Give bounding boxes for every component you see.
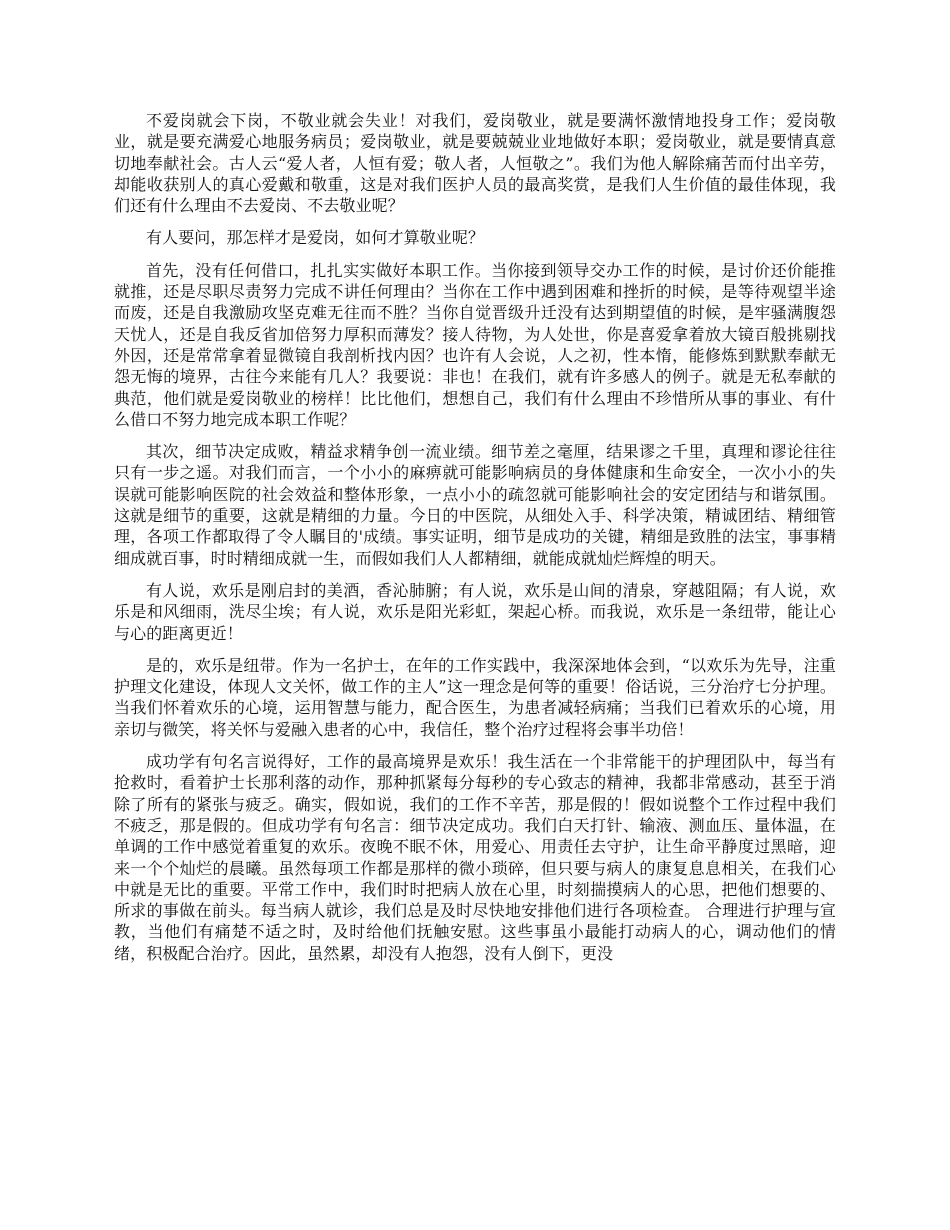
paragraph-4: 其次，细节决定成败，精益求精争创一流业绩。细节差之毫厘，结果谬之千里，真理和谬论往往只有一步之遥。对我们而言，一个小小的麻痹就可能影响病员的身体健康和生命安全，一次小小的失误就可能影响医院的社会效益和整体形象，一点小小的疏忽就可能影响社会的安定团结与和谐氛围。这就是细节的重要，这就是精细的力量。今日的中医院，从细处入手、科学决策，精诚团结、精细管理，各项工作都取得了令人瞩目的'成绩。事实证明，细节是成功的关键，精细是致胜的法宝，事事精细成就百事，时时精细成就一生，而假如我们人人都精细，就能成就灿烂辉煌的明天。: [114, 442, 836, 568]
paragraph-1: 不爱岗就会下岗，不敬业就会失业！对我们，爱岗敬业，就是要满怀激情地投身工作；爱岗敬业，就是要充满爱心地服务病员；爱岗敬业，就是要兢兢业业地做好本职；爱岗敬业，就是要情真意切地奉献社会。古人云“爱人者，人恒有爱；敬人者，人恒敬之”。我们为他人解除痛苦而付出辛劳，却能收获别人的真心爱戴和敬重，这是对我们医护人员的最高奖赏，是我们人生价值的最佳体现，我们还有什么理由不去爱岗、不去敬业呢？: [114, 111, 836, 216]
paragraph-3: 首先，没有任何借口，扎扎实实做好本职工作。当你接到领导交办工作的时候，是讨价还价能推就推，还是尽职尽责努力完成不讲任何理由？当你在工作中遇到困难和挫折的时候，是等待观望半途而废，还是自我激励攻坚克难无往而不胜？当你自觉晋级升迁没有达到期望值的时候，是牢骚满腹怨天忧人，还是自我反省加倍努力厚积而薄发？接人待物，为人处世，你是喜爱拿着放大镜百般挑剔找外因，还是常常拿着显微镜自我剖析找内因？也许有人会说，人之初，性本惰，能修炼到默默奉献无怨无悔的境界，古往今来能有几人？我要说：非也！在我们，就有许多感人的例子。就是无私奉献的典范，他们就是爱岗敬业的榜样！比比他们，想想自己，我们有什么理由不珍惜所从事的事业、有什么借口不努力地完成本职工作呢？: [114, 260, 836, 429]
paragraph-6: 是的，欢乐是纽带。作为一名护士，在年的工作实践中，我深深地体会到，“以欢乐为先导，注重护理文化建设，体现人文关怀，做工作的主人”这一理念是何等的重要！俗话说，三分治疗七分护理。当我们怀着欢乐的心境，运用智慧与能力，配合医生，为患者减轻病痛；当我们已着欢乐的心境，用亲切与微笑，将关怀与爱融入患者的心中，我信任，整个治疗过程将会事半功倍！: [114, 655, 836, 739]
paragraph-2: 有人要问，那怎样才是爱岗，如何才算敬业呢？: [146, 228, 485, 248]
paragraph-7: 成功学有句名言说得好，工作的最高境界是欢乐！我生活在一个非常能干的护理团队中，每当有抢救时，看着护士长那利落的动作，那种抓紧每分每秒的专心致志的精神，我都非常感动，甚至于消除了所有的紧张与疲乏。确实，假如说，我们的工作不辛苦，那是假的！假如说整个工作过程中我们不疲乏，那是假的。但成功学有句名言：细节决定成功。我们白天打针、输液、测血压、量体温，在单调的工作中感觉着重复的欢乐。夜晚不眠不休，用爱心、用责任去守护，让生命平静度过黑暗，迎来一个个灿烂的晨曦。虽然每项工作都是那样的微小琐碎，但只要与病人的康复息息相关，在我们心中就是无比的重要。平常工作中，我们时时把病人放在心里，时刻揣摸病人的心思，把他们想要的、所求的事做在前头。每当病人就诊，我们总是及时尽快地安排他们进行各项检查。 合理进行护理与宣教，当他们有痛楚不适之时，及时给他们抚触安慰。这些事虽小最能打动病人的心，调动他们的情绪，积极配合治疗。因此，虽然累，却没有人抱怨，没有人倒下，更没: [114, 752, 836, 963]
paragraph-5: 有人说，欢乐是刚启封的美酒，香沁肺腑；有人说，欢乐是山间的清泉，穿越阻隔；有人说，欢乐是和风细雨，洗尽尘埃；有人说，欢乐是阳光彩虹，架起心桥。而我说，欢乐是一条纽带，能让心与心的距离更近！: [114, 580, 836, 643]
